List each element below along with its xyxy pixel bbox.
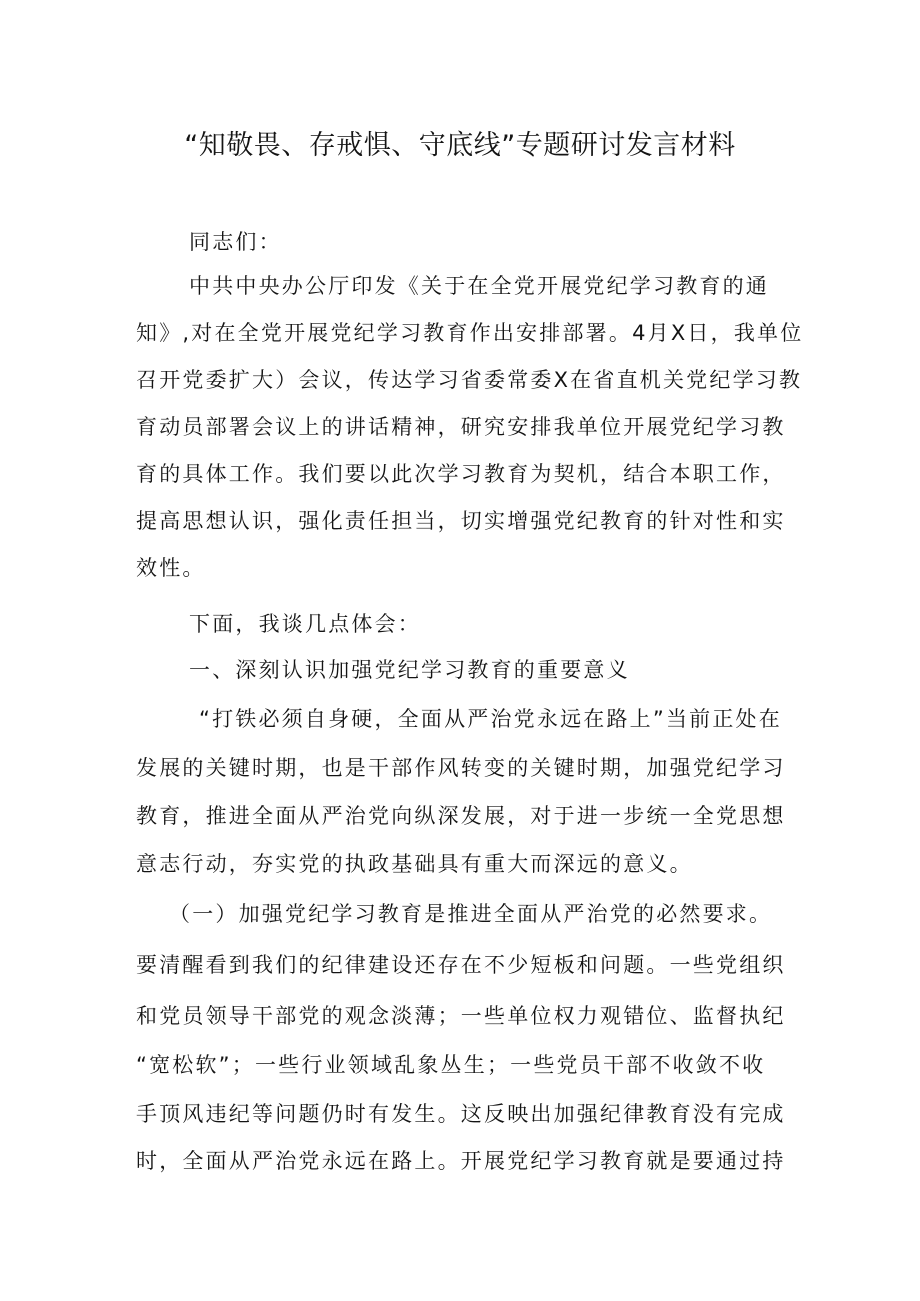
subsection-heading: （一）加强党纪学习教育是推进全面从严治党的必然要求。 <box>169 902 773 926</box>
paragraph-line: 中共中央办公厅印发《关于在全党开展党纪学习教育的通 <box>189 274 769 298</box>
paragraph-line: 意志行动，夯实党的执政基础具有重大而深远的意义。 <box>136 852 693 876</box>
paragraph-line: 知》,对在全党开展党纪学习教育作出安排部署。4月X日，我单位 <box>136 321 804 345</box>
paragraph-line: 要清醒看到我们的纪律建设还存在不少短板和问题。一些党组织 <box>136 953 786 977</box>
paragraph-line: 召开党委扩大）会议，传达学习省委常委X在省直机关党纪学习教 <box>136 368 803 392</box>
paragraph-line: 效性。 <box>136 556 206 580</box>
paragraph-line: 和党员领导干部党的观念淡薄；一些单位权力观错位、监督执纪 <box>136 1004 786 1028</box>
paragraph-line: 同志们： <box>189 230 282 254</box>
paragraph-line: 时，全面从严治党永远在路上。开展党纪学习教育就是要通过持 <box>136 1149 786 1173</box>
paragraph-line: 发展的关键时期，也是干部作风转变的关键时期，加强党纪学习 <box>136 756 786 780</box>
paragraph-line: 提高思想认识，强化责任担当，切实增强党纪教育的针对性和实 <box>136 509 786 533</box>
paragraph-line: 教育，推进全面从严治党向纵深发展，对于进一步统一全党思想 <box>136 804 786 828</box>
section-heading: 一、深刻认识加强党纪学习教育的重要意义 <box>189 658 630 682</box>
paragraph-line: 手顶风违纪等问题仍时有发生。这反映出加强纪律教育没有完成 <box>136 1102 786 1126</box>
paragraph-line: 下面，我谈几点体会： <box>189 612 421 636</box>
paragraph-line: “宽松软”；一些行业领域乱象丛生；一些党员干部不收敛不收 <box>136 1053 766 1077</box>
document-title: “知敬畏、存戒惧、守底线”专题研讨发言材料 <box>184 130 736 161</box>
paragraph-line: 育的具体工作。我们要以此次学习教育为契机，结合本职工作， <box>136 462 786 486</box>
paragraph-line: “打铁必须自身硬，全面从严治党永远在路上”当前正处在 <box>199 707 782 731</box>
paragraph-line: 育动员部署会议上的讲话精神，研究安排我单位开展党纪学习教 <box>136 415 786 439</box>
